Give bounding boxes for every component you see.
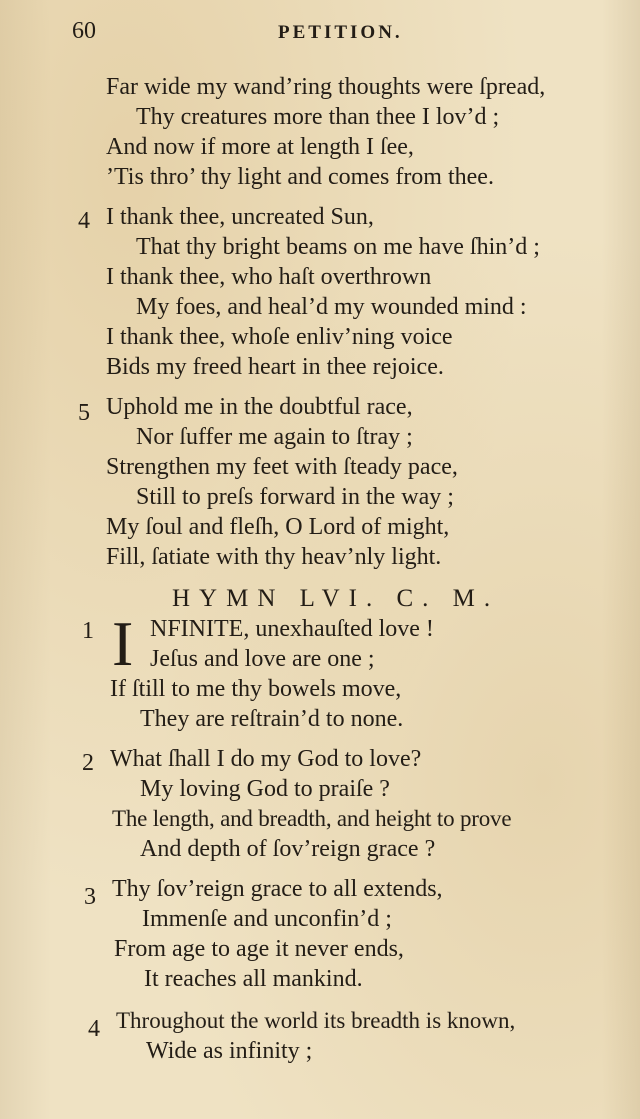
verse-line: The length, and breadth, and height to prove (112, 806, 512, 831)
verse-line: Thy creatures more than thee I lov’d ; (136, 104, 500, 130)
verse-line: Wide as infinity ; (146, 1038, 313, 1064)
hymn-title: HYMN LVI. C. M. (172, 585, 500, 612)
verse-line: It reaches all mankind. (144, 966, 363, 992)
verse-number: 1 (82, 618, 94, 644)
verse-line: They are reſtrain’d to none. (140, 706, 404, 732)
verse-line: And now if more at length I ſee, (106, 134, 414, 160)
verse-line: Nor ſuffer me again to ſtray ; (136, 424, 413, 450)
verse-line: My loving God to praiſe ? (140, 776, 390, 802)
verse-line: I thank thee, whoſe enliv’ning voice (106, 324, 453, 350)
page-number: 60 (72, 18, 96, 44)
verse-line: If ſtill to me thy bowels move, (110, 676, 402, 702)
verse-line: Thy ſov’reign grace to all extends, (112, 876, 443, 902)
verse-line: Throughout the world its breadth is known, (116, 1008, 516, 1033)
verse-line: I thank thee, who haſt overthrown (106, 264, 432, 290)
verse-line: That thy bright beams on me have ſhin’d ; (136, 234, 540, 260)
verse-line: Jeſus and love are one ; (150, 646, 375, 672)
verse-line: Uphold me in the doubtful race, (106, 394, 413, 420)
verse-number: 2 (82, 750, 94, 776)
verse-number: 4 (78, 208, 90, 234)
verse-line: Bids my freed heart in thee rejoice. (106, 354, 444, 380)
verse-line: Far wide my wand’ring thoughts were ſpread, (106, 74, 546, 100)
verse-line: And depth of ſov’reign grace ? (140, 836, 436, 862)
verse-number: 5 (78, 400, 90, 426)
page-header (0, 18, 640, 48)
running-head: PETITION. (278, 22, 403, 43)
verse-line: ’Tis thro’ thy light and comes from thee. (106, 164, 494, 190)
verse-line: Fill, ſatiate with thy heav’nly light. (106, 544, 442, 570)
verse-line: I thank thee, uncreated Sun, (106, 204, 374, 230)
verse-line: NFINITE, unexhauſted love ! (150, 616, 434, 642)
verse-line: Immenſe and unconfin’d ; (142, 906, 392, 932)
verse-line: My ſoul and fleſh, O Lord of might, (106, 514, 450, 540)
verse-line: Still to preſs forward in the way ; (136, 484, 454, 510)
drop-cap: I (112, 608, 134, 679)
verse-number: 4 (88, 1016, 100, 1042)
verse-line: My foes, and heal’d my wounded mind : (136, 294, 527, 320)
verse-line: From age to age it never ends, (114, 936, 404, 962)
verse-number: 3 (84, 884, 96, 910)
verse-line: What ſhall I do my God to love? (110, 746, 422, 772)
verse-line: Strengthen my feet with ſteady pace, (106, 454, 458, 480)
